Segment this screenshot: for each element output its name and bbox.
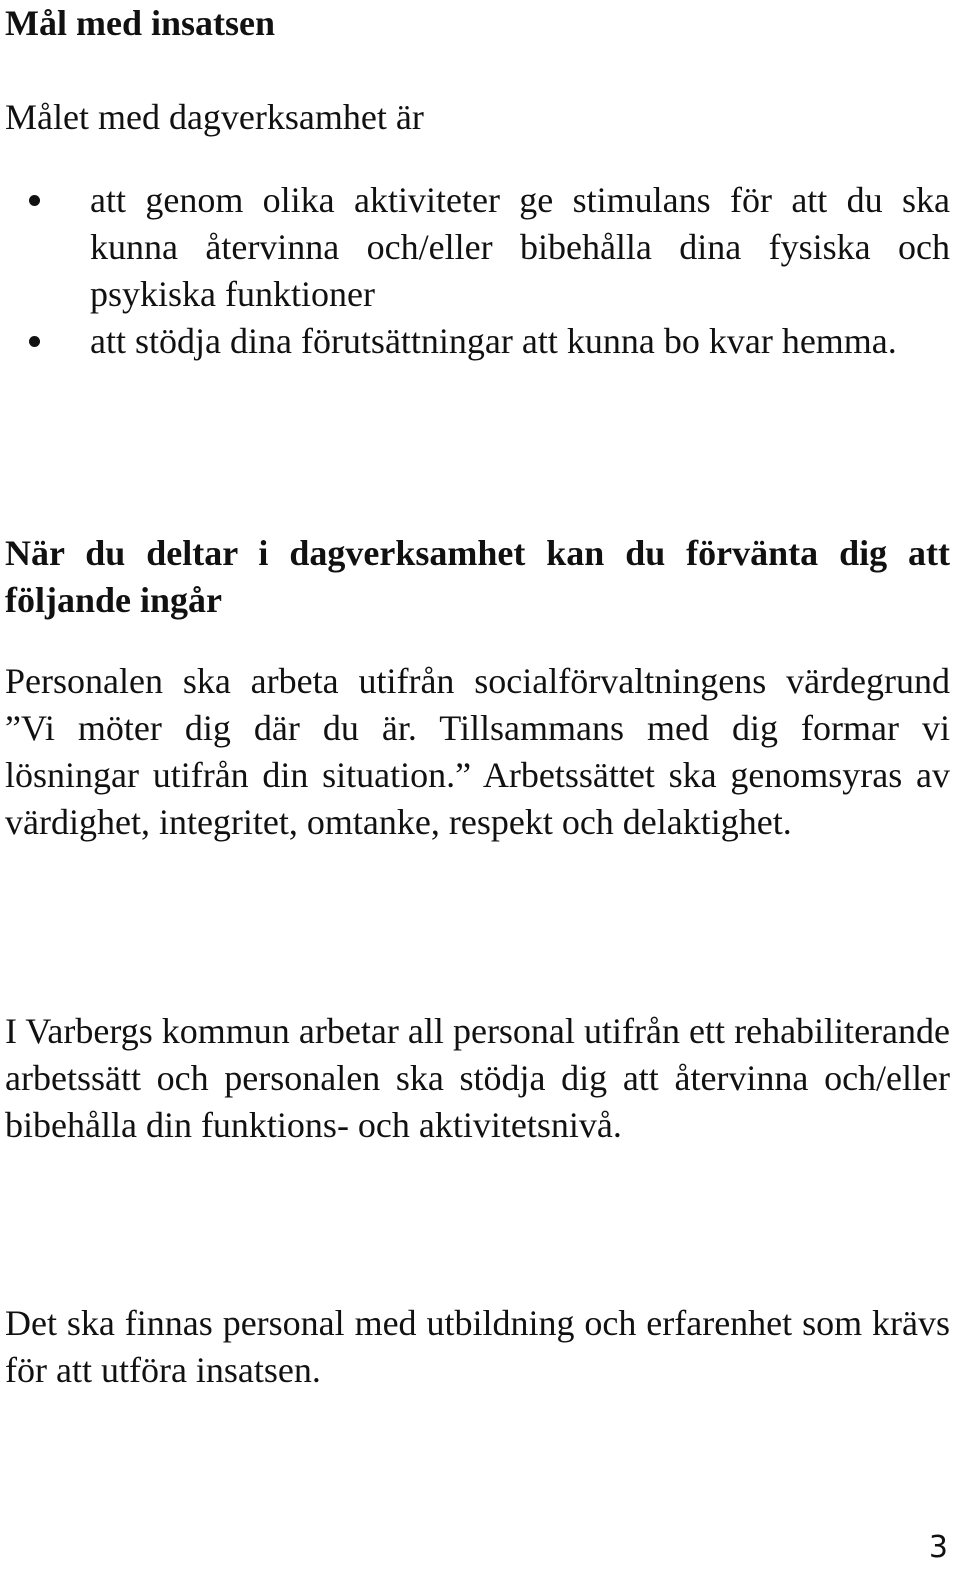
paragraph-rehabilitation: I Varbergs kommun arbetar all personal utifrån ett rehabiliterande arbetssätt och personalen ska stödja dig att återvinna och/eller bibehålla din funktions- och aktivitetsnivå. <box>5 1011 950 1145</box>
page-number: 3 <box>928 1530 948 1565</box>
heading-goal: Mål med insatsen <box>5 3 275 43</box>
intro-text: Målet med dagverksamhet är <box>5 97 424 137</box>
bullet-icon <box>29 195 40 206</box>
paragraph-staff: Det ska finnas personal med utbildning och erfarenhet som krävs för att utföra insatsen. <box>5 1303 950 1390</box>
bullet-icon <box>29 336 40 347</box>
list-item <box>5 177 950 318</box>
paragraph-values: Personalen ska arbeta utifrån socialförvaltningens värdegrund ”Vi möter dig där du är. Tillsammans med dig formar vi lösningar utifrån din situation.” Arbetssättet ska genomsyras av värdighet, integritet, omtanke, respekt och delaktighet. <box>5 661 950 842</box>
goals-list <box>5 177 950 365</box>
list-item <box>5 318 950 365</box>
goal-text: att genom olika aktiviteter ge stimulans för att du ska kunna återvinna och/eller bibehålla dina fysiska och psykiska funktioner <box>90 180 950 314</box>
heading-expectations: När du deltar i dagverksamhet kan du förvänta dig att följande ingår <box>5 533 950 620</box>
goal-text: att stödja dina förutsättningar att kunna bo kvar hemma. <box>90 321 897 361</box>
